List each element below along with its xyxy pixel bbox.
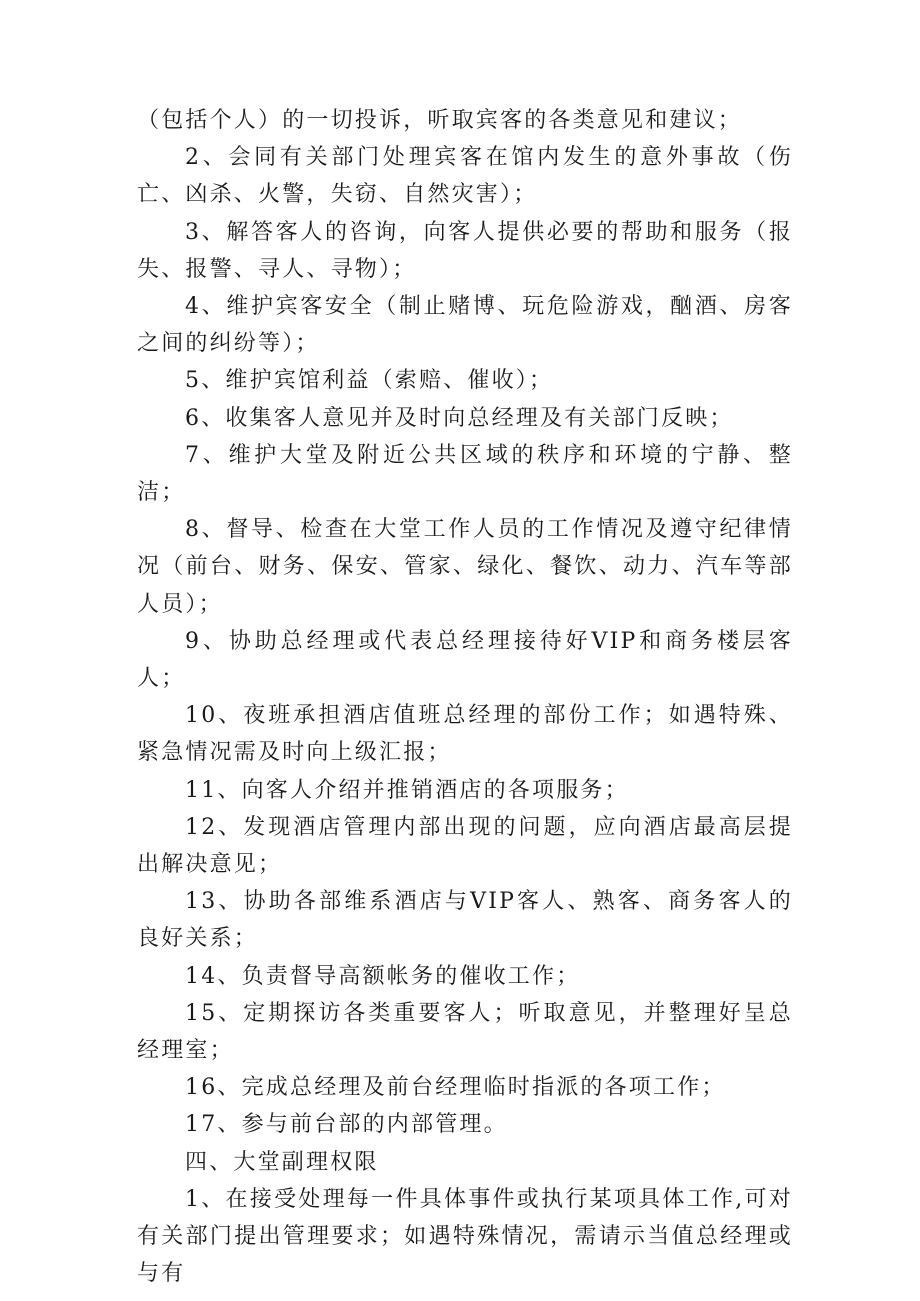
paragraph-item-10: 10、夜班承担酒店值班总经理的部份工作；如遇特殊、紧急情况需及时向上级汇报；	[137, 703, 793, 766]
paragraph-authority-1: 1、在接受处理每一件具体事件或执行某项具体工作,可对有关部门提出管理要求；如遇特殊情况，需请示当值总经理或与有	[137, 1186, 793, 1287]
paragraph-item-15: 15、定期探访各类重要客人；听取意见，并整理好呈总经理室；	[137, 1000, 793, 1064]
paragraph-item-3: 3、解答客人的咨询，向客人提供必要的帮助和服务（报失、报警、寻人、寻物）；	[137, 219, 793, 282]
section-heading: 四、大堂副理权限	[185, 1149, 379, 1175]
paragraph-item-6: 6、收集客人意见并及时向总经理及有关部门反映；	[185, 405, 734, 431]
paragraph-item-16: 16、完成总经理及前台经理临时指派的各项工作；	[185, 1075, 726, 1101]
paragraph-item-8: 8、督导、检查在大堂工作人员的工作情况及遵守纪律情况（前台、财务、保安、管家、绿化、餐饮、动力、汽车等部人员）；	[137, 517, 793, 617]
paragraph-item-5: 5、维护宾馆利益（索赔、催收）；	[185, 368, 554, 394]
document-body	[137, 102, 793, 1293]
paragraph-item-13: 13、协助各部维系酒店与VIP客人、熟客、商务客人的良好关系；	[137, 889, 793, 952]
paragraph-item-2: 2、会同有关部门处理宾客在馆内发生的意外事故（伤亡、凶杀、火警，失窃、自然灾害）；	[137, 145, 793, 208]
paragraph-item-11: 11、向客人介绍并推销酒店的各项服务；	[185, 777, 629, 803]
paragraph-item-12: 12、发现酒店管理内部出现的问题，应向酒店最高层提出解决意见；	[137, 814, 793, 878]
paragraph-item-7: 7、维护大堂及附近公共区域的秩序和环境的宁静、整洁；	[137, 442, 793, 506]
paragraph-item-4: 4、维护宾客安全（制止赌博、玩危险游戏，酗酒、房客之间的纠纷等）；	[137, 294, 793, 357]
paragraph-item-9: 9、协助总经理或代表总经理接待好VIP和商务楼层客人；	[137, 628, 793, 692]
paragraph-item-14: 14、负责督导高额帐务的催收工作；	[185, 963, 581, 989]
paragraph-continuation: （包括个人）的一切投诉，听取宾客的各类意见和建议；	[137, 108, 743, 133]
paragraph-item-17: 17、参与前台部的内部管理。	[185, 1112, 508, 1138]
